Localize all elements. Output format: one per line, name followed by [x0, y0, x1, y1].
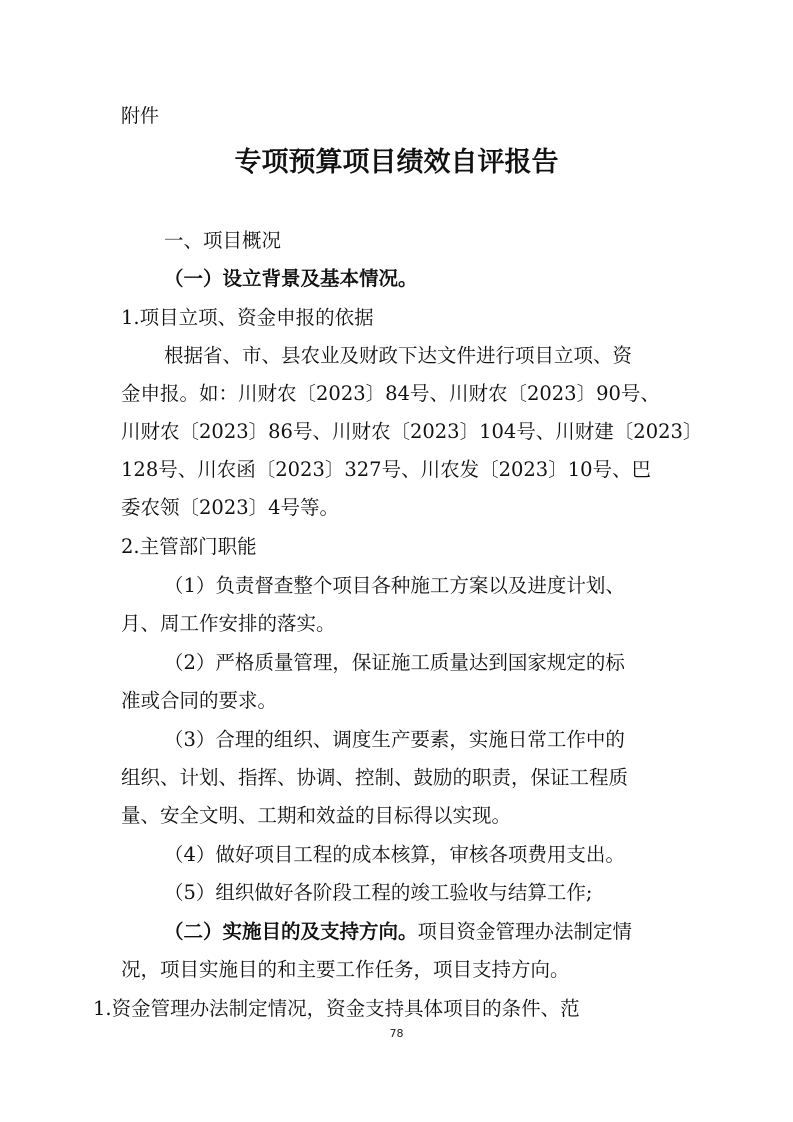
duty-line: 量、安全文明、工期和效益的目标得以实现。: [121, 804, 512, 827]
paragraph-line: 根据省、市、县农业及财政下达文件进行项目立项、资: [164, 344, 633, 367]
attachment-label: 附件: [121, 105, 160, 127]
subsection-heading-1: （一）设立背景及基本情况。: [164, 267, 418, 290]
paragraph-line: 况，项目实施目的和主要工作任务，项目支持方向。: [121, 958, 570, 981]
document-title: 专项预算项目绩效自评报告: [234, 147, 559, 178]
subsection-heading-2-bold: （二）实施目的及支持方向。: [164, 920, 418, 943]
duty-line: （4）做好项目工程的成本核算，审核各项费用支出。: [164, 843, 625, 866]
paragraph-line: 委农领〔2023〕4号等。: [121, 496, 340, 519]
item-heading-1: 1.项目立项、资金申报的依据: [121, 306, 374, 329]
duty-line: （2）严格质量管理，保证施工质量达到国家规定的标: [164, 651, 625, 674]
duty-line: 准或合同的要求。: [121, 689, 278, 712]
duty-line: （5）组织做好各阶段工程的竣工验收与结算工作;: [164, 881, 593, 904]
duty-line: （1）负责督查整个项目各种施工方案以及进度计划、: [164, 574, 625, 597]
section-heading-1: 一、项目概况: [164, 229, 282, 252]
duty-line: （3）合理的组织、调度生产要素，实施日常工作中的: [164, 728, 625, 751]
paragraph-line: 川财农〔2023〕86号、川财农〔2023〕104号、川财建〔2023〕: [121, 420, 703, 443]
item-heading-3: 1.资金管理办法制定情况，资金支持具体项目的条件、范: [93, 997, 580, 1020]
duty-line: 组织、计划、指挥、协调、控制、鼓励的职责，保证工程质: [121, 766, 629, 789]
subsection-heading-2: [164, 919, 632, 945]
item-heading-2: 2.主管部门职能: [121, 535, 257, 558]
duty-line: 月、周工作安排的落实。: [121, 612, 336, 635]
paragraph-line: 128号、川农函〔2023〕327号、川农发〔2023〕10号、巴: [121, 458, 652, 481]
page-number: 78: [389, 1027, 404, 1040]
paragraph-line: 金申报。如：川财农〔2023〕84号、川财农〔2023〕90号、: [121, 382, 660, 405]
subsection-heading-2-rest: 项目资金管理办法制定情: [417, 920, 633, 943]
